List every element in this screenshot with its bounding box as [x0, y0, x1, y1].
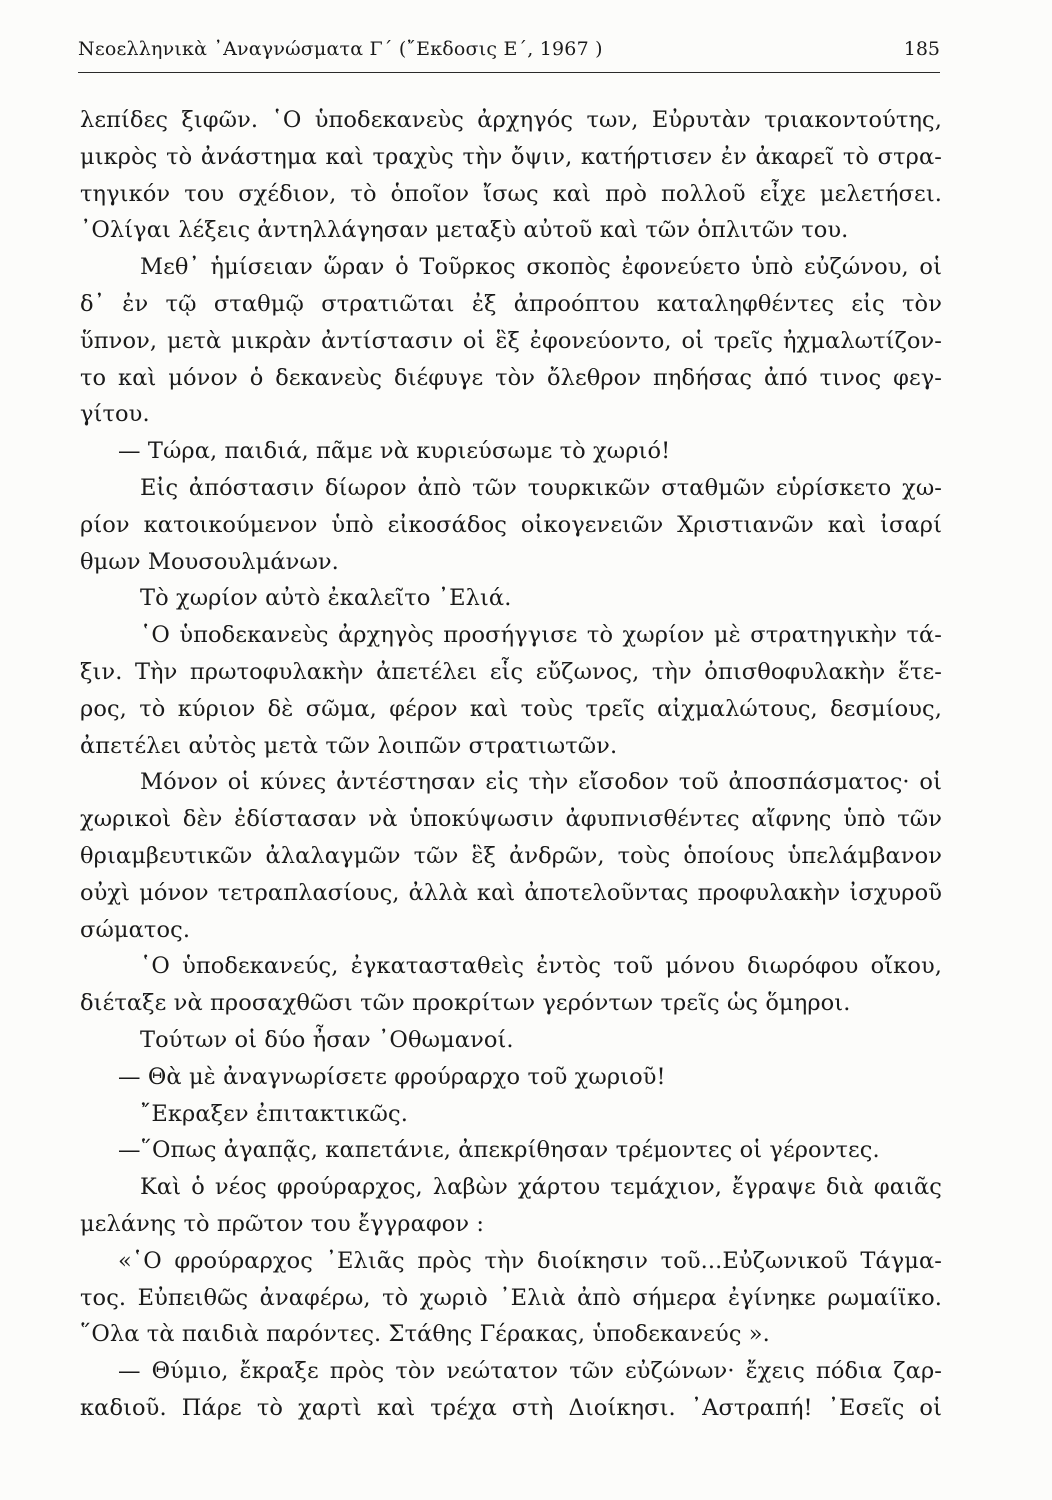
text-line: — Τώρα, παιδιά, πᾶμε νὰ κυριεύσωμε τὸ χωριό! — [118, 438, 671, 465]
text-line: οὐχὶ μόνον τετραπλασίους, ἀλλὰ καὶ ἀποτελοῦντας προφυλακὴν ἰσχυροῦ — [80, 879, 942, 906]
text-line: μικρὸς τὸ ἀνάστημα καὶ τραχὺς τὴν ὄψιν, κατήρτισεν ἐν ἀκαρεῖ τὸ στρα- — [80, 143, 942, 170]
text-line: θριαμβευτικῶν ἀλαλαγμῶν τῶν ἓξ ἀνδρῶν, τοὺς ὁποίους ὑπελάμβανον — [80, 842, 942, 869]
text-line: τος. Εὐπειθῶς ἀναφέρω, τὸ χωριὸ ᾽Ελιὰ ἀπὸ σήμερα ἐγίνηκε ρωμαίϊκο. — [80, 1284, 942, 1311]
text-line: το καὶ μόνον ὁ δεκανεὺς διέφυγε τὸν ὄλεθρον πηδήσας ἀπό τινος φεγ- — [80, 364, 942, 391]
text-line: ῞Ολα τὰ παιδιὰ παρόντες. Στάθης Γέρακας, ὑποδεκανεύς ». — [80, 1321, 770, 1348]
text-line: καδιοῦ. Πάρε τὸ χαρτὶ καὶ τρέχα στὴ Διοίκησι. ᾽Αστραπή! ᾽Εσεῖς οἱ — [80, 1394, 942, 1421]
text-line: ξιν. Τὴν πρωτοφυλακὴν ἀπετέλει εἷς εὔζωνος, τὴν ὀπισθοφυλακὴν ἕτε- — [80, 658, 942, 685]
header-title: Νεοελληνικὰ ᾽Αναγνώσματα Γ΄ (῎Εκδοσις Ε΄, 1967 ) — [78, 38, 603, 60]
text-line: — Θύμιο, ἔκραξε πρὸς τὸν νεώτατον τῶν εὐζώνων· ἔχεις πόδια ζαρ- — [118, 1358, 942, 1385]
text-line: — Θὰ μὲ ἀναγνωρίσετε φρούραρχο τοῦ χωριοῦ! — [118, 1063, 666, 1090]
text-line: Τὸ χωρίον αὐτὸ ἐκαλεῖτο ᾽Ελιά. — [140, 585, 512, 612]
text-line: ῾Ο ὑποδεκανεὺς ἀρχηγὸς προσήγγισε τὸ χωρίον μὲ στρατηγικὴν τά- — [140, 622, 942, 649]
text-line: ρίον κατοικούμενον ὑπὸ εἰκοσάδος οἰκογενειῶν Χριστιανῶν καὶ ἰσαρί — [80, 511, 942, 538]
text-line: Τούτων οἱ δύο ἦσαν ᾽Οθωμανοί. — [140, 1026, 514, 1053]
text-line: —῞Οπως ἀγαπᾷς, καπετάνιε, ἀπεκρίθησαν τρέμοντες οἱ γέροντες. — [118, 1137, 880, 1164]
text-line: τηγικόν του σχέδιον, τὸ ὁποῖον ἴσως καὶ πρὸ πολλοῦ εἶχε μελετήσει. — [80, 180, 942, 207]
text-line: Μόνον οἱ κύνες ἀντέστησαν εἰς τὴν εἴσοδον τοῦ ἀποσπάσματος· οἱ — [140, 769, 942, 796]
running-header — [78, 32, 940, 73]
text-line: Καὶ ὁ νέος φρούραρχος, λαβὼν χάρτου τεμάχιον, ἔγραψε διὰ φαιᾶς — [140, 1174, 942, 1201]
text-line: ἀπετέλει αὐτὸς μετὰ τῶν λοιπῶν στρατιωτῶν. — [80, 732, 618, 759]
text-line: λεπίδες ξιφῶν. ῾Ο ὑποδεκανεὺς ἀρχηγός των, Εὐρυτὰν τριακοντούτης, — [80, 107, 942, 133]
text-line: ῎Εκραξεν ἐπιτακτικῶς. — [140, 1100, 408, 1127]
text-line: χωρικοὶ δὲν ἐδίστασαν νὰ ὑποκύψωσιν ἀφυπνισθέντες αἴφνης ὑπὸ τῶν — [80, 806, 942, 833]
text-line: δ᾽ ἐν τῷ σταθμῷ στρατιῶται ἐξ ἀπροόπτου καταληφθέντες εἰς τὸν — [80, 290, 942, 317]
text-line: ὕπνον, μετὰ μικρὰν ἀντίστασιν οἱ ἓξ ἐφονεύοντο, οἱ τρεῖς ἠχμαλωτίζον- — [80, 327, 942, 354]
text-line: μελάνης τὸ πρῶτον του ἔγγραφον : — [80, 1210, 485, 1237]
text-line: ρος, τὸ κύριον δὲ σῶμα, φέρον καὶ τοὺς τρεῖς αἰχμαλώτους, δεσμίους, — [80, 695, 942, 722]
text-line: ᾽Ολίγαι λέξεις ἀντηλλάγησαν μεταξὺ αὐτοῦ καὶ τῶν ὁπλιτῶν του. — [80, 217, 849, 244]
text-line: «῾Ο φρούραρχος ᾽Ελιᾶς πρὸς τὴν διοίκησιν τοῦ...Εὐζωνικοῦ Τάγμα- — [118, 1247, 942, 1274]
text-line: Εἰς ἀπόστασιν δίωρον ἀπὸ τῶν τουρκικῶν σταθμῶν εὑρίσκετο χω- — [140, 474, 942, 501]
text-line: σώματος. — [80, 916, 191, 943]
text-line: διέταξε νὰ προσαχθῶσι τῶν προκρίτων γερόντων τρεῖς ὡς ὅμηροι. — [80, 990, 851, 1017]
text-line: ῾Ο ὑποδεκανεύς, ἐγκατασταθεὶς ἐντὸς τοῦ μόνου διωρόφου οἴκου, — [140, 953, 942, 980]
page-number: 185 — [903, 38, 940, 60]
text-line: γίτου. — [80, 401, 150, 428]
text-line: Μεθ᾽ ἡμίσειαν ὥραν ὁ Τοῦρκος σκοπὸς ἐφονεύετο ὑπὸ εὐζώνου, οἱ — [140, 254, 942, 281]
body-text — [80, 102, 942, 1427]
text-line: θμων Μουσουλμάνων. — [80, 548, 339, 575]
